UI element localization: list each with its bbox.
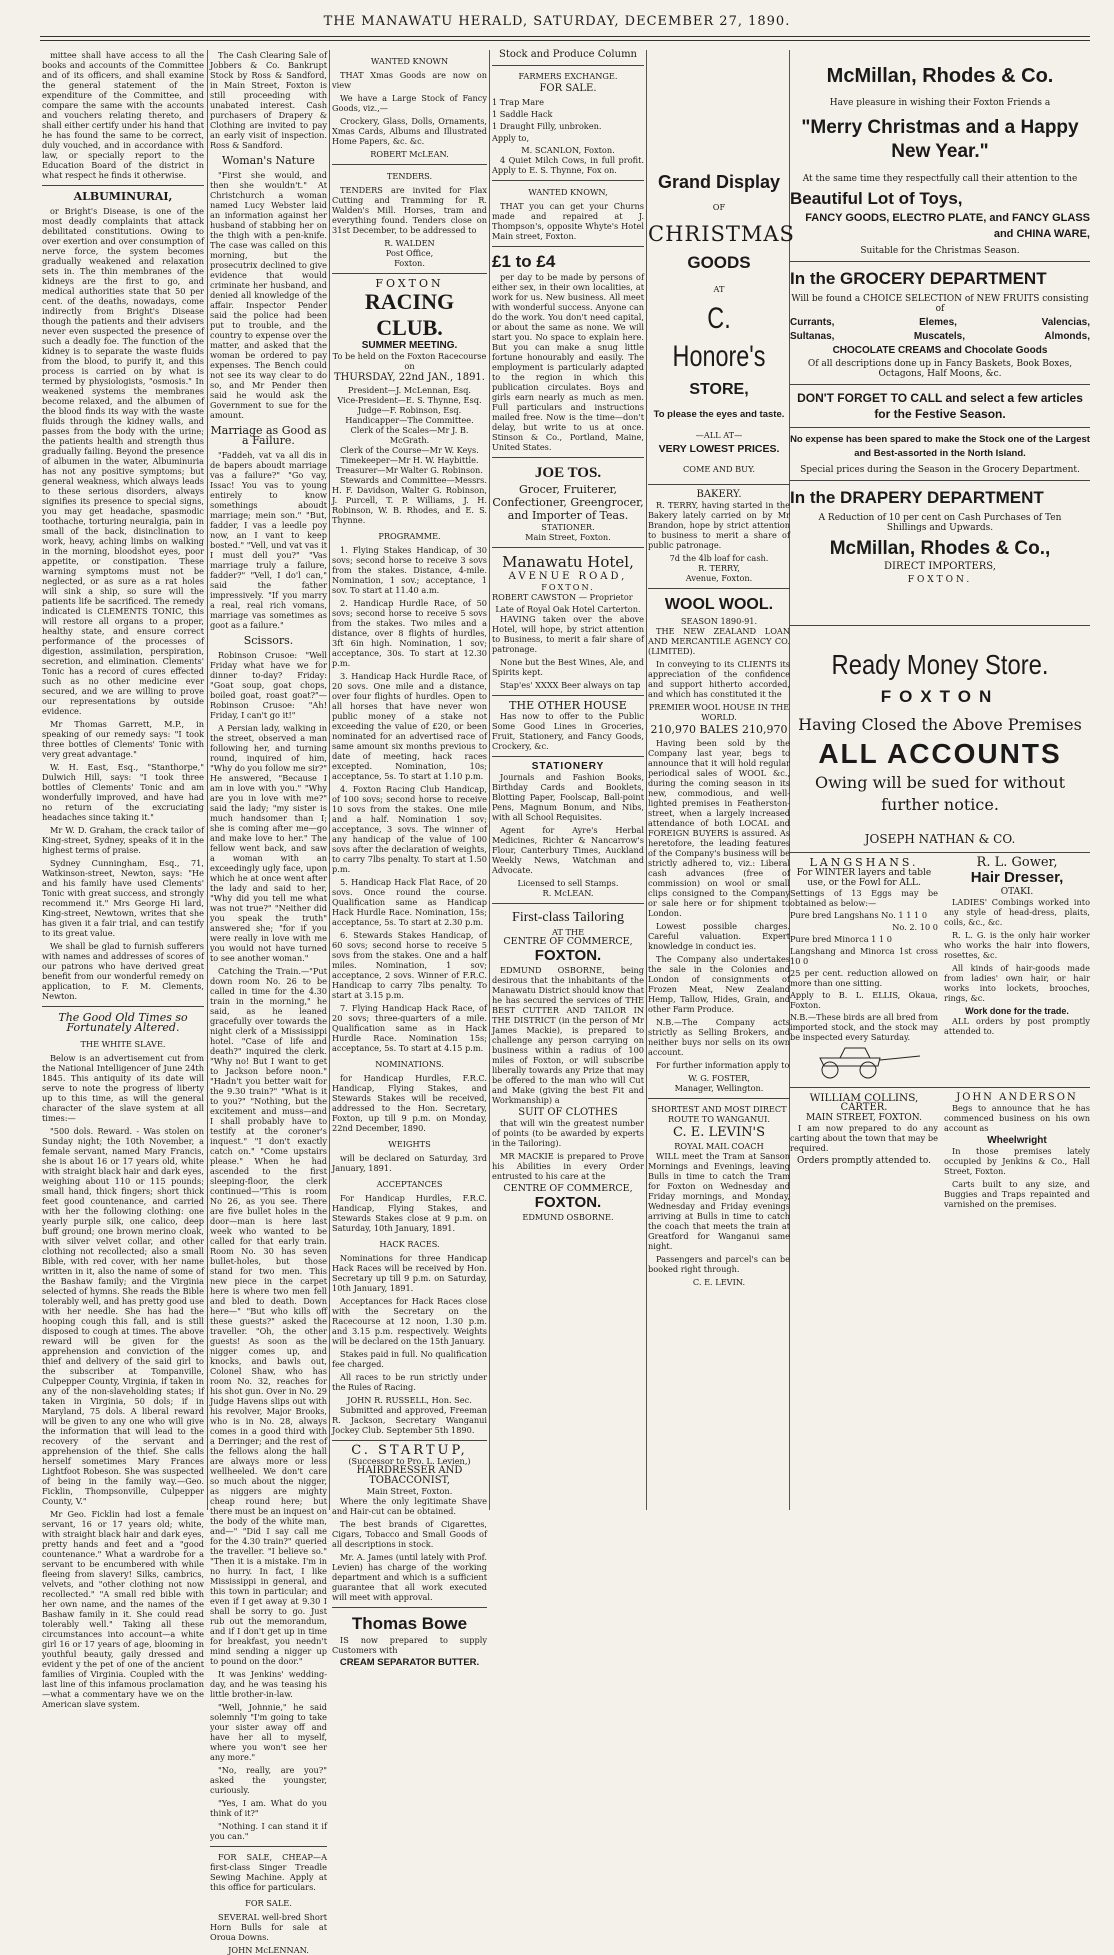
grocery-line: Special prices during the Season in the Grocery Department. [800,465,1080,475]
racing-official: Vice-President—E. S. Thynne, Esq. [337,395,482,405]
ad-signature: ROBERT McLEAN. [370,149,449,159]
ad-signature: W. G. FOSTER, [688,1073,750,1083]
sale-item: 4 Quiet Milch Cows, in full profit. Apply to E. S. Thynne, Fox on. [492,155,644,175]
ad-text: Licensed to sell Stamps. [517,878,619,888]
racing-text: Stewards and Committee—Messrs. H. F. Davidson, Walter G. Robinson, J. Purcell, T. P. Williams, J. H. Robinson, W. B. Rhodes, and E. S. Thynne. [332,475,487,525]
langshans-price: Langshang and Minorca 1st cross 10 0 [790,946,938,966]
heading-marriage: Marriage as Good as a Failure. [210,424,327,447]
ad-heading: FARMERS EXCHANGE. [518,71,618,81]
ad-text: HAVING taken over the above Hotel, will hope, by strict attention to Business, to merit a fair share of patronage. [492,614,644,654]
money-heading: £1 to £4 [492,252,556,271]
racing-text: Submitted and approved, Freeman R. Jackson, Secretary Wanganui Jockey Club. September 5th 1890. [332,1405,487,1435]
wool-bales [648,725,790,735]
mcmillan-fancy: FANCY GOODS, ELECTRO PLATE, and FANCY GLASS and CHINA WARE, [805,212,1090,240]
ad-heading: FOR SALE. [245,1898,292,1908]
startup-name: C. STARTUP, [351,1443,468,1458]
grocery-line: Will be found a CHOICE SELECTION of NEW FRUITS consisting of [791,294,1089,314]
separator [790,384,1090,385]
mcmillan-title-2: McMillan, Rhodes & Co., [829,538,1051,559]
racing-event: 1. Flying Stakes Handicap, of 30 sovs; second horse to receive 3 sovs from the stakes. Distance, 4-mile. Nomination, 1 sov.; acceptance, 1 sov. To start at 11.40 a.m. [332,545,487,595]
separator [492,756,644,757]
ad-signature: Avenue, Foxton. [685,573,753,583]
article-text: "First she would, and then she wouldn't." At Christchurch a woman named Lucy Webster laid an information against her husband of stabbing her on the thigh with a pen-knife. The case was called on this morning, but the prosecutrix declined to give evidence that would criminate her husband, and denied all knowledge of the affair. Inspector Pender said the police had been put to trouble, and the country to expense over the matter, and asked that the woman be ordered to pay expenses. The Bench could not see its way clear to do so, and Mr Pender then said he would ask the Government to sue for the amount. [210,170,327,420]
ad-text: THAT Xmas Goods are now on view [332,70,487,90]
mcmillan-line: DIRECT IMPORTERS, [884,561,996,572]
ad-text: MR MACKIE is prepared to Prove his Abilities in every Order entrusted to his care at the [492,1151,644,1181]
sale-item: 1 Draught Filly, unbroken. [492,121,602,131]
ad-text: R. TERRY, having started in the Bakery lately carried on by Mr Brandon, hope by strict attention to business to merit a share of public patronage. [648,500,790,550]
ad-text: Passengers and parcel's can be booked right through. [648,1254,790,1274]
langshans-line: Settings of 13 Eggs may be obtained as below:— [790,888,938,908]
racing-official: Handicapper—The Committee. [345,415,474,425]
racing-text: will be declared on Saturday, 3rd January, 1891. [332,1153,487,1173]
article-text: Robinson Crusoe: "Well Friday what have we for dinner to-day? Friday: "Goat soup, goat chops, boiled goat, roast goat?"—Robinson Crusoe: "Ah! Friday, I can't go it!" [210,650,327,720]
ad-text: THAT you can get your Churns made and repaired at J. Thompson's, opposite Whyte's Hotel Main street, Foxton. [492,201,644,241]
ad-text: LADIES' Combings worked into any style of head-dress, plaits, coils, &c., &c. [944,897,1090,927]
hotel-title: Manawatu Hotel, [502,553,634,571]
article-text: Mr Thomas Garrett, M.P., in speaking of our remedy says: "I took three bottles of Clements' Tonic with very great advantage." [42,719,204,759]
carriage-illustration [790,1044,938,1080]
ad-text: WILL meet the Tram at Sanson Mornings and Evenings, leaving Bulls in time to catch the Tram for Foxton on Wednesday and Friday mornings, and Monday, Wednesday and Friday evenings arriving at Bulls in time to catch the coach that meets the train at Greatford for Wanganui same night. [648,1151,790,1251]
racing-official: Clerk of the Course—Mr W. Keys. [340,445,479,455]
article-text: It was Jenkins' wedding-day, and he was teasing his little brother-in-law. [210,1669,327,1699]
honore-line: To please the eyes and taste. [653,409,785,420]
column-divider [207,50,208,1510]
article-text: "Nothing. I can stand it if you can." [210,1821,327,1841]
joe-tos-line: Main Street, Foxton. [525,532,611,542]
bales-count: 210,970 [650,723,697,736]
column-6 [790,50,1090,1510]
owing-notice: Owing will be sued for without further notice. [814,773,1065,814]
article-text: mittee shall have access to all the books and accounts of the Committee and of its officers, and shall examine the general statement of the expenditure of the Committee, and compare the same with the accounts and vouchers relating thereto, and shall either certify under his hand that he has found the same to be correct, duly vouched, and in accordance with law, or specially report to the Education Board of the district in what respect he finds it otherwise. [42,50,204,180]
startup-line: (Successor to Pro. L. Levien,) [348,1456,471,1466]
langshans-line: Apply to B. L. ELLIS, Okaua, Foxton. [790,990,938,1010]
hotel-line: ROBERT CAWSTON — Proprietor [492,592,633,602]
article-text: "No, really, are you?" asked the youngster, curiously. [210,1765,327,1795]
grocery-heading: In the GROCERY DEPARTMENT [790,269,1047,288]
ad-text: Journals and Fashion Books, Birthday Cards and Booklets, Blotting Paper, Foolscap, Ball-point Pens, Magnum Bonum, and Nibs, with all School Requisites. [492,772,644,822]
dont-forget: DON'T FORGET TO CALL and select a few articles for the Festive Season. [797,391,1083,421]
other-house-title: THE OTHER HOUSE [509,699,627,712]
coach-route: SHORTEST AND MOST DIRECT ROUTE TO WANGANUI. [651,1104,787,1124]
tailoring-foxton: FOXTON. [534,947,602,964]
bowe-title: Thomas Bowe [351,1614,468,1633]
honore-store-name: C. Honore's [672,302,766,373]
separator [648,1098,790,1099]
article-text: Catching the Train.—"Put down room No. 26 to be called in time for the 4.30 train in the morning," he said, as he leaned gracefully over towards the night clerk of a Mississippi hotel. "Case of life and death?" inquired the clerk. "Why no! But I want to get to Jackson before noon." "Hadn't you better wait for the 9.30 train?" "What is it to you?" "Nothing, but the excitement and muss—and I shall probably have to testify at the coroner's inquest." "I don't exactly catch on." "Come upstairs please." When he had ascended to the first sleeping-floor, the clerk continued—"This is room No 26, as you see. There are five bullet holes in the door—man is here last week who wanted to be called for that early train. Room No. 30 has seven bullet-holes, but those stand for two men. This new piece in the carpet here is where two men fell and bled to death. Down here—" "But who kills off these guests?" asked the traveller. "Oh, the other guests! As soon as the nigger comes up, and knocks, and bawls out, Colonel Shaw, who has room No. 32, reaches for his shot gun. Over in No. 29 Judge Havens slips out with his revolver, Major Brooks, who is in No. 28, always comes in a good third with a Derringer; and the rest of the fellows along the hall are always more or less wellheeled. We don't care so much about the nigger, as niggers are mighty cheap round here; but there must be an inquest on the body of the white man, and—" "Did I say call me for the 4.30 train?" queried the traveller. "I believe so." "Then it is a mistake. I'm in no hurry. In fact, I like Mississippi in general, and this town in particular; and even if I get away at 9.30 I shall be sorry to go. Just rub out the memorandum, and if I don't get up in time for breakfast, you needn't mind sending a nigger up to pound on the door." [210,966,327,1666]
racing-heading: NOMINATIONS. [375,1059,444,1069]
closed-premises: Having Closed the Above Premises [798,715,1082,734]
gower-trade: Hair Dresser, [970,869,1064,886]
racing-event: 3. Handicap Hack Hurdle Race, of 20 sovs. One mile and a distance, over four flights of hurdles. Open to all horses that have never won public money of a stake not exceeding the value of £20, or been nominated for an advertised race of same amount six months previous to date of meeting, hack races excepted. Nomination, 10s; acceptance, 5s. To start at 1.10 p.m. [332,671,487,781]
honore-christmas: CHRISTMAS [648,222,795,246]
stock-produce-heading: Stock and Produce Column [498,49,637,60]
masthead-rule [40,36,1090,37]
tailoring-title: First-class Tailoring [512,910,624,925]
collins-line: Orders promptly attended to. [797,1156,931,1166]
honore-grand-display: Grand Display [657,172,781,192]
racing-event: 4. Foxton Racing Club Handicap, of 100 sovs; second horse to receive 10 sovs from the stakes. One mile and a half. Nomination 1 sov; acceptance, 3 sovs. The winner of any handicap of the value of 100 sovs after the declaration of weights, to carry 7lbs penalty. To start at 1.50 p.m. [332,784,487,874]
racing-official: Clerk of the Scales—Mr J. B. McGrath. [350,425,469,445]
mcmillan-line: Have pleasure in wishing their Foxton Friends a [829,98,1051,108]
honore-line: OF [712,202,726,212]
article-text: "500 dols. Reward. - Was stolen on Sunday night; the 10th November, a female servant, named Mary Francis, she is about 16 or 17 years old, white with straight black hair and dark eyes, weighing about 110 or 115 pounds; small hand, thick fingers; short thick feet good countenance, and carried with her the following clothing: one yearly purple silk, one calico, deep buff ground; one brown merino cloak, with silver velvet collar, and other clothing not recollected; also a small Bible, with red cover, with her name written in it, also the name of some of the Bashaw family; and the Virginia selected of hymns. She reads the Bible tolerably well, and has pretty good use with her needle. She has had the hooping cough this fall, and is still disposed to cough at times. The above reward will be given for the apprehension and conviction of the thief and delivery of the said girl to the subscriber at Tompanville, Culpepper County, Virginia, if taken in any of the non-slaveholding states; if taken in Virginia, 50 dols; if in Maryland, 75 dols. A liberal reward will be given to any one who will give the information that will lead to the recovery of the servant and apprehension of the thief. She calls herself sometimes Mary Frances Lightfoot Robeson. She was suspected of being in the family way.—Geo. Ficklin, Thompsonville, Culpepper County, V." [42,1126,204,1506]
ad-text: THE NEW ZEALAND LOAN AND MERCANTILE AGENCY CO. (LIMITED). [648,626,790,656]
separator [648,588,790,589]
separator [492,547,644,548]
column-2 [210,50,327,1955]
ad-text: Agent for Ayre's Herbal Medicines, Richter & Nancarrow's Flour, Canterbury Times, Auckland Weekly News, Watchman and Advocate. [492,825,644,875]
hotel-line: FOXTON. [541,582,595,592]
bottom-ads-row-2 [790,1093,1090,1212]
honore-store: STORE, [689,381,749,398]
ad-text: N.B.—The Company acts strictly as Selling Brokers, and neither buys nor sells on its own account. [648,1017,790,1057]
racing-official: President—J. McLennan, Esq. [348,385,471,395]
all-accounts: ALL ACCOUNTS [818,738,1062,769]
wool-title: WOOL WOOL. [664,596,774,613]
drapery-line: A Reduction of 10 per cent on Cash Purchases of Ten Shillings and Upwards. [818,513,1062,533]
anderson-ad [944,1093,1090,1212]
mcmillan-line: At the same time they respectfully call their attention to the [802,174,1078,184]
fruit-item: Muscatels, [913,331,966,342]
collins-line: CARTER. [840,1102,888,1113]
ad-text: Carts built to any size, and Buggies and Traps repainted and varnished on the premises. [944,1179,1090,1209]
ad-signature: Manager, Wellington. [674,1083,764,1093]
article-text: We shall be glad to furnish sufferers with names and addresses of scores of our patrons who have derived great benefit from our wonderful remedy on application, to F. M. Clements, Newton. [42,941,204,1001]
honore-line: COME AND BUY. [682,464,756,474]
ad-text: All kinds of hair-goods made from ladies' own hair, or hair works into lockets, brooches, rings, &c. [944,963,1090,1003]
ad-signature: R. WALDEN [384,238,435,248]
bakery-title: BAKERY. [696,489,742,500]
ad-text: We have a Large Stock of Fancy Goods, viz.,— [332,93,487,113]
bales-label: BALES [699,723,739,736]
honore-line: —ALL AT— [695,430,743,440]
ad-signature: C. E. LEVIN. [692,1277,746,1287]
fruit-item: Elemes, [919,317,957,328]
racing-text: For Handicap Hurdles, F.R.C. Handicap, Flying Stakes, and Stewards Stakes close at 9 p.m. on Saturday, 10th January, 1891. [332,1193,487,1233]
racing-text: Stakes paid in full. No qualification fee charged. [332,1349,487,1369]
wool-line: SEASON 1890-91. [680,616,758,626]
bowe-product: CREAM SEPARATOR BUTTER. [339,1657,480,1668]
collins-ad [790,1093,938,1212]
startup-line: Main Street, Foxton. [366,1486,453,1496]
separator [492,695,644,696]
column-5 [648,50,795,1510]
langshans-price: Pure bred Minorca 1 1 0 [790,934,893,944]
ad-signature: JOHN McLENNAN. [228,1945,309,1955]
notice-text: The Cash Clearing Sale of Jobbers & Co. Bankrupt Stock by Ross & Sandford, in Main Street, Foxton is still proceeding with unabated interest. Cash purchasers of Drapery & Clothing are invited to pay an early visit of inspection. Ross & Sandford. [210,50,327,150]
ad-text: Mr. A. James (until lately with Prof. Levien) has charge of the working department and which is a sufficient guarantee that all work executed will meet with approval. [332,1552,487,1602]
honore-prices: VERY LOWEST PRICES. [658,443,780,455]
bottom-ads-row-1 [790,855,1090,1082]
joe-tos-title: JOE TOS. [534,465,602,481]
article-text: Mr W. D. Graham, the crack tailor of King-street, Sydney, speaks of it in the highest terms of praise. [42,825,204,855]
racing-text: Nominations for three Handicap Hack Races will be received by Hon. Secretary up till 9 p.m. on Saturday, 10th January, 1891. [332,1253,487,1293]
anderson-title: JOHN ANDERSON [956,1092,1078,1103]
joseph-nathan: JOSEPH NATHAN & CO. [864,832,1016,846]
column-1 [42,50,204,1709]
langshans-line: N.B.—These birds are all bred from imported stock, and the stock may be inspected every Saturday. [790,1012,938,1042]
ad-text: I am now prepared to do any carting about the town that may be required. [790,1123,938,1153]
honore-line: AT [713,284,725,294]
coach-title: C. E. LEVIN'S [672,1125,765,1140]
column-divider [329,50,330,1510]
honore-goods: GOODS [687,253,751,272]
fruit-item: Valencias, [1041,317,1090,328]
ad-text: Having been sold by the Company last year, begs to announce that it will hold regular periodical sales of WOOL &c., during the coming season in its new, commodious, and well-lighted premises in Featherston-street, when a largely increased attendance of both LOCAL and FOREIGN BUYERS is assured. As heretofore, the leading features of the Company's business will be strictly adhered to, viz.: Liberal cash advances (free of commission) on wool or small clips consigned to the Company or sale here or for shipment to London. [648,738,790,918]
no-expense: No expense has been spared to make the Stock one of the Largest and Best-assorted in the North Island. [790,434,1090,459]
racing-official: Treasurer—Mr Walter G. Robinson. [336,465,483,475]
fruit-item: Sultanas, [790,331,835,342]
langshans-price: No. 2. 10 0 [892,922,938,932]
ad-heading: TENDERS. [386,171,433,181]
spacer [648,50,790,170]
gower-ad [944,855,1090,1082]
article-text: or Bright's Disease, is one of the most deadly complaints that attack debilitated constitutions. Owing to over exertion and over consumption of nerve force, the system becomes gradually weakened and relaxation sets in. The thin membranes of the kidneys are the first to go, and medical authorities state that 50 per cent. of the deaths, nowadays, come indirectly from Bright's Disease though the patients and their advisers never even suspected the presence of such a deadly foe. The function of the kidney is to separate the waste fluids from the blood, to purify it, and this process is carried on by what is termed by physiologists, "osmosis." In weakened systems the membranes become relaxed, and the albumen of the blood finds its way with the waste fluids through the kidney walls, and passes from the body with the urine; the patients health and strength thus gradually failing. Beyond the presence of albumen in the water, Albuminuria has not any positive symptoms; but general weakness, which always leads to these serious disorders, always signifies its presence to special signs, you may get headache, spasmodic toothache, torturing neuralgia, pain in small of the back, disinclination to work, heavy, aching limbs on walking in the morning, bloodshot eyes, poor appetite, or constipation. These warning symptoms must not be neglected, or as sure as a rat holes will sink a ship, so sure will the patients life be sacrificed. The remedy indicated is CLEMENTS TONIC, this will restore all organs to a proper, healthy state, and ensure correct performance of the processes of digestion, assimilation, perspiration, secretion, and elimination. Clements' Tonic has a record of cures effected such as no other medicine ever secured, and we are willing to prove our representations by outside evidence. [42,206,204,716]
racing-text: To be held on the Foxton Racecourse on [332,351,487,371]
ad-heading: WANTED KNOWN [370,56,449,66]
gower-title: R. L. Gower, [976,855,1058,870]
bales-count: 210,970 [741,723,788,736]
ad-text: The Company also undertakes the sale in the Colonies and London of consignments of Frozen Meat, New Zealand Hemp, Tallow, Hides, Grain, and other Farm Produce. [648,954,790,1014]
masthead-rule-2 [40,40,1090,41]
ad-text: IS now prepared to supply Customers with [332,1635,487,1655]
separator [492,180,644,181]
langshans-ad [790,858,938,1082]
hotel-line: AVENUE ROAD, [508,571,628,582]
mcmillan-title: McMillan, Rhodes & Co. [826,65,1054,87]
ad-heading: FOR SALE. [539,83,597,94]
wool-line: PREMIER WOOL HOUSE IN THE WORLD. [648,702,790,722]
article-text: A Persian lady, walking in the street, observed a man following her, and turning round, inquired of him, "Why do you follow me sir?" He answered, "Because I am in love with you." "Why are you in love with me?" said the lady; "my sister is much handsomer than I; she is coming after me—go and make love to her." The fellow went back, and saw a woman with an exceedingly ugly face, upon which he at once went after the lady and said to her, "Why did you tell me what was not true?" "Neither did you speak the truth" answered she; "for if you were really in love with me you would not have turned to see another woman." [210,723,327,963]
ad-text: Crockery, Glass, Dolls, Ornaments, Xmas Cards, Albums and Illustrated Home Papers, &c. &c. [332,116,487,146]
ad-text: EDMUND OSBORNE, being desirous that the inhabitants of the Manawatu District should know that he has secured the services of THE BEST CUTTER AND TAILOR IN THE DISTRICT (in the person of Mr James Mackie), is prepared to challenge any person carrying on business within a radius of 100 miles of Foxton, or will subscribe liberally towards any Prize that may be offered to the man who will Cut and Make (giving the best Fit and Workmanship) a [492,965,644,1105]
separator [790,1087,1090,1088]
separator [790,427,1090,428]
langshans-line: 25 per cent. reduction allowed on more than one sitting. [790,968,938,988]
ad-text: ALL orders by post promptly attended to. [944,1016,1090,1036]
racing-heading: HACK RACES. [379,1239,440,1249]
tailoring-line: CENTRE OF COMMERCE, [503,936,633,947]
racing-event: 7. Flying Handicap Hack Race, of 20 sovs; three-quarters of a mile. Qualification same as in Hack Hurdle Race. Nomination 15s; acceptance, 5s. To start at 4.15 p.m. [332,1003,487,1053]
gower-line: Work done for the trade. [965,1006,1069,1016]
separator [790,480,1090,481]
ad-text: Begs to announce that he has commenced business on his own account as [944,1103,1090,1133]
ad-text: Stap'es' XXXX Beer always on tap [500,680,641,690]
sale-item: Apply to, [492,133,530,143]
mcmillan-greeting: "Merry Christmas and a Happy New Year." [801,117,1079,162]
separator [790,852,1090,853]
joe-tos-line: STATIONER. [541,522,595,532]
tailoring-line: AT THE [551,927,585,937]
racing-official: Timekeeper—Mr H. W. Haybittle. [340,455,479,465]
article-text: "Faddeh, vat va all dis in de bapers aboudt marriage vas a failure?" "Go vay, Issac! You vas to young entirely to know somethings aboudt marriage; mein son." "But, fadder, I vas a leedle poy now, an I vant to keep bosted." "Vell, und vat vas it I must dell you?" "Vas marriage truly a failure, fadder?" "Vell, I do'l can," said the father impressively. "If you marry a real, real rich vomans, marriage vas sometimes as goot as a failure." [210,450,327,630]
heading-scissors: Scissors. [243,634,294,647]
separator [42,1006,204,1007]
mcmillan-line: FOXTON. [907,575,973,585]
racing-event: 6. Stewards Stakes Handicap, of 60 sovs; second horse to receive 5 sovs from the stakes. One and a half miles. Nomination, 1 sov; acceptance, 2 sovs. Winner of F.R.C. Handicap to carry 7lbs penalty. To start at 3.15 p.m. [332,930,487,1000]
ready-money-foxton: FOXTON [880,687,1000,706]
racing-club-title: RACING CLUB. [364,289,455,340]
racing-foxton: FOXTON [375,277,444,290]
ad-signature: R. McLEAN. [542,888,594,898]
collins-title: WILLIAM COLLINS, [809,1092,919,1104]
separator [332,164,487,165]
ad-text: SEVERAL well-bred Short Horn Bulls for sale at Oroua Downs. [210,1912,327,1942]
mcmillan-toys: Beautiful Lot of Toys, [790,189,963,208]
column-divider [646,50,647,1510]
collins-line: MAIN STREET, FOXTON. [806,1113,922,1123]
racing-summer-meeting: SUMMER MEETING. [361,340,458,351]
ad-text: TENDERS are invited for Flax Cutting and Tramming for R. Walden's Mill. Horses, tram and everything found. Tenders close on 31st December, to be addressed to [332,185,487,235]
racing-programme-heading: PROGRAMME. [378,531,441,541]
sale-item: 1 Saddle Hack [492,109,553,119]
ad-text: The best brands of Cigarettes, Cigars, Tobacco and Small Goods of all descriptions in stock. [332,1519,487,1549]
heading-good-old-times: The Good Old Times so Fortunately Altered. [58,1011,188,1034]
separator [332,1607,487,1608]
langshans-line: For WINTER layers and table use, or the Fowl for ALL. [796,868,932,888]
chocolate-line: CHOCOLATE CREAMS and Chocolate Goods [832,345,1048,356]
racing-date: THURSDAY, 22nd JAN., 1891. [334,372,485,383]
ad-text: Where the only legitimate Shave and Hair-cut can be obtained. [332,1496,487,1516]
ad-text: In conveying to its CLIENTS its appreciation of the confidence and support hitherto accorded, and which has constituted it the [648,659,790,699]
racing-signature: JOHN R. RUSSELL, Hon. Sec. [347,1395,472,1405]
hotel-line: Late of Royal Oak Hotel Carterton. [495,604,641,614]
ad-heading: WANTED KNOWN, [528,187,608,197]
ad-text: FOR SALE, CHEAP—A first-class Singer Treadle Sewing Machine. Apply at this office for particulars. [210,1852,327,1892]
racing-heading: WEIGHTS [388,1139,431,1149]
separator [332,1440,487,1441]
ad-signature: R. TERRY, [698,563,740,573]
column-divider [489,50,490,1510]
separator [492,65,644,66]
gower-line: OTAKI. [1000,887,1034,897]
ad-text: that will win the greatest number of points (to be awarded by experts in the Tailoring). [492,1118,644,1148]
article-text: W. H. East, Esq., "Stanthorpe," Dulwich Hill, says: "I took three bottles of Clements' Tonic and am wonderfully improved, and have had no return of the excruciating headaches since taking it." [42,762,204,822]
racing-official: Judge—F. Robinson, Esq. [357,405,462,415]
ad-text: None but the Best Wines, Ale, and Spirits kept. [492,657,644,677]
fruit-item: Currants, [790,317,835,328]
separator [492,246,644,247]
startup-line: HAIRDRESSER AND TOBACCONIST, [356,1465,463,1486]
article-text: Sydney Cunningham, Esq., 71, Watkinson-street, Newton, says: "He and his family have used Clements' Tonic with great success, and strongly recommend it." Mrs George Hi lard, King-street, Newtown, writes that she has given it a fair trial, and can testify to its great value. [42,858,204,938]
anderson-trade: Wheelwright [987,1135,1047,1146]
separator [492,903,644,904]
mcmillan-line: Suitable for the Christmas Season. [860,246,1020,256]
ad-text: For further information apply to [656,1060,790,1070]
heading-white-slave: THE WHITE SLAVE. [80,1039,166,1049]
drapery-heading: In the DRAPERY DEPARTMENT [790,488,1044,507]
separator [648,484,790,485]
ad-text: Has now to offer to the Public Some Good Lines in Groceries, Fruit, Stationery, and Fancy Goods, Crockery, &c. [492,711,644,751]
stationery-title: STATIONERY [531,761,605,772]
ad-text: In those premises lately occupied by Jenkins & Co., Hall Street, Foxton. [944,1146,1090,1176]
column-4 [492,50,644,1510]
racing-text: for Handicap Hurdles, F.R.C. Handicap, Flying Stakes, and Stewards Stakes will be received, addressed to the Hon. Secretary, Foxton, up till 9 p.m. on Monday, 22nd December, 1890. [332,1073,487,1133]
racing-text: Acceptances for Hack Races close with the Secretary on the Racecourse at 12 noon, 1.30 p.m. and 3.15 p.m. respectively. Weights will be declared on the 15th January. [332,1296,487,1346]
langshans-title: LANGSHANS. [809,856,919,869]
column-3 [332,50,487,1668]
tailoring-line: SUIT OF CLOTHES [518,1107,618,1118]
article-text: "Well, Johnnie," he said solemnly "I'm going to take your sister away off and have her all to myself, where you won't see her any more." [210,1702,327,1762]
racing-text: All races to be run strictly under the Rules of Racing. [332,1372,487,1392]
ready-money-store: Ready Money Store. [831,649,1049,680]
fruit-row [790,332,1090,342]
coach-line: ROYAL MAIL COACH [674,1141,764,1151]
ad-signature: Post Office, [385,248,434,258]
sale-item: 1 Trap Mare [492,97,544,107]
fruit-item: Almonds, [1044,331,1090,342]
masthead: THE MANAWATU HERALD, SATURDAY, DECEMBER 27, 1890. [323,14,791,29]
ad-text: Lowest possible charges. Careful valuation. Expert knowledge in conduct ies. [648,921,790,951]
heading-albuminurai: ALBUMINURAI, [73,190,173,203]
racing-event: 5. Handicap Hack Flat Race, of 20 sovs. Once round the course. Qualification same as Handicap Hack Hurdle Race. Nomination, 15s; acceptance, 5s. To start at 2.30 p.m. [332,877,487,927]
heading-womans-nature: Woman's Nature [222,154,315,167]
racing-event: 2. Handicap Hurdle Race, of 50 sovs; second horse to receive 5 sovs from the stakes. Two miles and a distance, over 8 flights of hurdles, 3ft 6in high. Nomination, 1 sov; acceptance, 30s. To start at 12.30 p.m. [332,598,487,668]
separator [790,261,1090,262]
ad-text: R. L. G. is the only hair worker who works the hair into flowers, rosettes, &c. [944,930,1090,960]
ad-signature: EDMUND OSBORNE. [522,1212,614,1222]
ad-signature: Foxton. [394,258,425,268]
separator [492,457,644,458]
article-text: Mr Geo. Ficklin had lost a female servant, 16 or 17 years old; white, with straight black hair and dark eyes, pretty hands and feet and a "good countenance." What a wardrobe for a servant to be encumbered with while fleeing from slavery! Silks, cambrics, velvets, and "other clothing not now recollected." "A small red bible with her own name, and the names of the Bashaw family in it. She could read tolerably well." Taking all these circumstances into account—a white girl 16 or 17 years of age, blooming in youthful beauty, gaily dressed and evident y the pet of one of the ancient families of Virginia. Coupled with the last line of this infamous proclamation—what a commentary have we on the American slave system. [42,1509,204,1709]
grocery-line: Of all descriptions done up in Fancy Baskets, Book Boxes, Octagons, Half Moons, &c. [807,359,1073,379]
fruit-row [790,318,1090,328]
sale-item: M. SCANLON, Foxton. [521,145,615,155]
ad-text: per day to be made by persons of either sex, in their own localities, at work for us. New business. All meet with wonderful success. Anyone can do the work. You don't need capital, or about the same as none. We will start you. No space to explain here. But you can make a snug little fortune honourably and easily. The employment is particularly adapted to the region in which this publication circulates. Boys and girls earn nearly as much as men. Full particulars and instructions mailed free. Now is the time—don't delay, but write to us at once. Stinson & Co., Portland, Maine, United States. [492,272,644,452]
separator [790,625,1090,626]
langshans-price: Pure bred Langshans No. 1 1 1 0 [790,910,928,920]
tailoring-foxton: FOXTON. [534,1194,602,1211]
joe-tos-trade: Grocer, Fruiterer, Confectioner, Greengrocer, and Importer of Teas. [492,483,644,522]
separator [332,273,487,274]
tailoring-line: CENTRE OF COMMERCE, [503,1183,633,1194]
ad-text: 7d the 4lb loaf for cash. [669,553,769,563]
article-text: Below is an advertisement cut from the National Intelligencer of June 24th 1845. This antiquity of its date will serve to note the progress of liberty up to this time, as will the general character of the slave system at all times:— [42,1053,204,1123]
racing-heading: ACCEPTANCES [376,1179,443,1189]
article-text: "Yes, I am. What do you think of it?" [210,1798,327,1818]
separator [42,185,204,186]
separator [210,1846,327,1847]
